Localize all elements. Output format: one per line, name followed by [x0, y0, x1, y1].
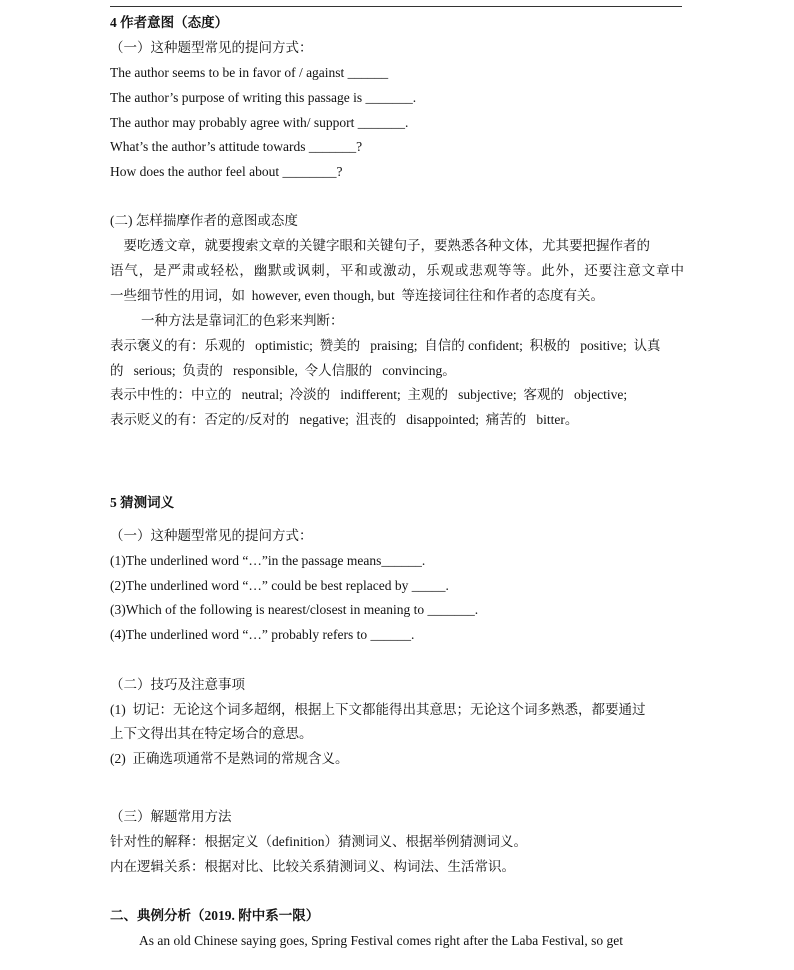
question-line: The author seems to be in favor of / against ______ [110, 65, 389, 80]
section-4-sub1-label: （一）这种题型常见的提问方式： [110, 40, 313, 55]
positive-words-line: 表示褒义的有：乐观的 optimistic; 赞美的 praising; 自信的 confident; 积极的 positive; 认真 [110, 338, 661, 353]
question-line: What’s the author’s attitude towards _______? [110, 139, 363, 154]
example-first-line: As an old Chinese saying goes, Spring Festival comes right after the Laba Festival, so get [139, 933, 624, 948]
paragraph-line: 要吃透文章，就要搜索文章的关键字眼和关键句子，要熟悉各种文体，尤其要把握作者的 [110, 238, 650, 253]
method-line: 一种方法是靠词汇的色彩来判断： [141, 313, 344, 328]
section-4-heading: 4 作者意图（态度） [110, 15, 229, 30]
negative-words-line: 表示贬义的有：否定的/反对的 negative; 沮丧的 disappointed; 痛苦的 bitter。 [110, 412, 579, 427]
method-line: 针对性的解释：根据定义（definition）猜测词义、根据举例猜测词义。 [110, 834, 527, 849]
question-line: (2)The underlined word “…” could be best replaced by _____. [110, 578, 449, 593]
question-line: (1)The underlined word “…”in the passage means______. [110, 553, 426, 568]
paragraph-line: 一些细节性的用词，如 however, even though, but 等连接词往往和作者的态度有关。 [110, 288, 605, 303]
method-line: 内在逻辑关系：根据对比、比较关系猜测词义、构词法、生活常识。 [110, 859, 515, 874]
top-rule [110, 6, 682, 7]
section-4-sub2-label: (二) 怎样揣摩作者的意图或态度 [110, 213, 298, 228]
tip-line: (1) 切记：无论这个词多超纲，根据上下文都能得出其意思；无论这个词多熟悉，都要通过 [110, 702, 646, 717]
paragraph-line: 语气，是严肃或轻松，幽默或讽刺，平和或激动，乐观或悲观等等。此外，还要注意文章中 [110, 263, 684, 278]
section-5-sub1-label: （一）这种题型常见的提问方式： [110, 528, 313, 543]
question-line: How does the author feel about ________? [110, 164, 343, 179]
neutral-words-line: 表示中性的：中立的 neutral; 冷淡的 indifferent; 主观的 subjective; 客观的 objective; [110, 387, 628, 402]
question-line: The author’s purpose of writing this passage is _______. [110, 90, 417, 105]
question-line: (4)The underlined word “…” probably refers to ______. [110, 627, 415, 642]
section-5-heading: 5 猜测词义 [110, 495, 175, 510]
question-line: The author may probably agree with/ support _______. [110, 115, 409, 130]
tip-line: 上下文得出其在特定场合的意思。 [110, 726, 313, 741]
positive-words-line: 的 serious; 负责的 responsible, 令人信服的 convincing。 [110, 363, 456, 378]
section-5-sub2-label: （二）技巧及注意事项 [110, 677, 245, 692]
tip-line: (2) 正确选项通常不是熟词的常规含义。 [110, 751, 349, 766]
example-heading: 二、典例分析（2019. 附中系一限） [110, 908, 320, 923]
section-5-sub3-label: （三）解题常用方法 [110, 809, 232, 824]
question-line: (3)Which of the following is nearest/closest in meaning to _______. [110, 602, 479, 617]
